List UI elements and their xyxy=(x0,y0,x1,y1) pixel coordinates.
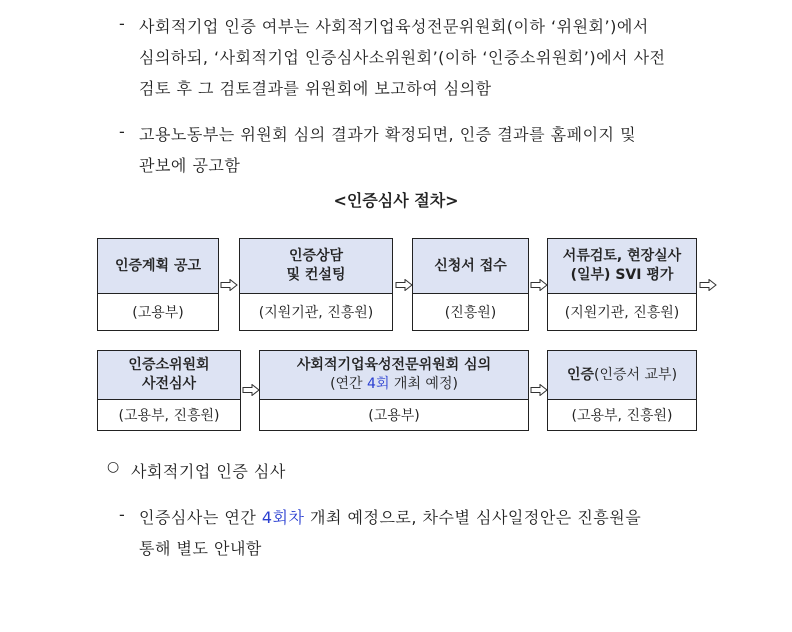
step-title-rest: (인증서 교부) xyxy=(594,366,678,383)
step-title-line1: 서류검토, 현장실사 xyxy=(562,248,682,264)
paragraph-text: 개최 예정으로, 차수별 심사일정안은 진흥원을 xyxy=(304,508,642,527)
step-title-line2: 사전심사 xyxy=(141,376,197,392)
paragraph-line: 사회적기업 인증 여부는 사회적기업육성전문위원회(이하 ‘위원회’)에서 xyxy=(139,17,649,36)
step-title-line1: 사회적기업육성전문위원회 심의 xyxy=(296,357,492,373)
step-org: (고용부, 진흥원) xyxy=(118,408,220,424)
step-org: (고용부) xyxy=(368,408,420,424)
section-title: 사회적기업 인증 심사 xyxy=(131,462,286,481)
section-marker-icon: ○ xyxy=(107,459,120,475)
step-title-line1: 인증상담 xyxy=(288,248,344,264)
arrow-right-icon xyxy=(395,279,413,291)
paragraph-line: 고용노동부는 위원회 심의 결과가 확정되면, 인증 결과를 홈페이지 및 xyxy=(139,125,637,144)
step-org: (고용부) xyxy=(132,305,184,321)
arrow-right-icon xyxy=(220,279,238,291)
arrow-right-icon xyxy=(699,279,717,291)
step-org: (고용부, 진흥원) xyxy=(571,408,673,424)
process-step-announce xyxy=(97,238,219,331)
step-org: (진흥원) xyxy=(444,305,497,321)
arrow-right-icon xyxy=(530,384,548,396)
step-title-line2: 및 컨설팅 xyxy=(286,267,346,283)
paragraph-line: 관보에 공고함 xyxy=(139,156,241,175)
paragraph-line: 심의하되, ‘사회적기업 인증심사소위원회’(이하 ‘인증소위원회’)에서 사전 xyxy=(139,48,666,67)
process-step-subcommittee xyxy=(97,350,241,431)
step-org: (지원기관, 진흥원) xyxy=(258,305,374,321)
process-step-application xyxy=(412,238,529,331)
step-title: 신청서 접수 xyxy=(434,257,507,274)
bullet-dash: - xyxy=(119,122,125,141)
process-title: <인증심사 절차> xyxy=(333,191,459,210)
step-title-line2: (일부) SVI 평가 xyxy=(570,267,674,283)
step-title-line2 xyxy=(330,375,458,394)
step-title-text: (연간 xyxy=(330,376,368,392)
paragraph-line: 검토 후 그 검토결과를 위원회에 보고하여 심의함 xyxy=(139,79,492,98)
paragraph-count: 4회차 xyxy=(261,508,305,527)
bullet-dash: - xyxy=(119,505,125,524)
process-step-consulting xyxy=(239,238,393,331)
step-title xyxy=(567,366,677,385)
step-title: 인증계획 공고 xyxy=(114,257,202,274)
arrow-right-icon xyxy=(530,279,548,291)
paragraph-line xyxy=(139,505,641,528)
step-title-text: 개최 예정) xyxy=(389,376,458,392)
arrow-right-icon xyxy=(242,384,260,396)
step-title-bold: 인증 xyxy=(566,366,595,383)
step-org: (지원기관, 진흥원) xyxy=(564,305,680,321)
step-title-line1: 인증소위원회 xyxy=(128,357,210,373)
process-step-certification xyxy=(547,350,697,431)
paragraph-line: 통해 별도 안내함 xyxy=(139,539,262,558)
bullet-dash: - xyxy=(119,14,125,33)
paragraph-text: 인증심사는 연간 xyxy=(139,508,262,527)
process-step-committee xyxy=(259,350,529,431)
process-step-review xyxy=(547,238,697,331)
step-title-count: 4회 xyxy=(367,376,390,392)
